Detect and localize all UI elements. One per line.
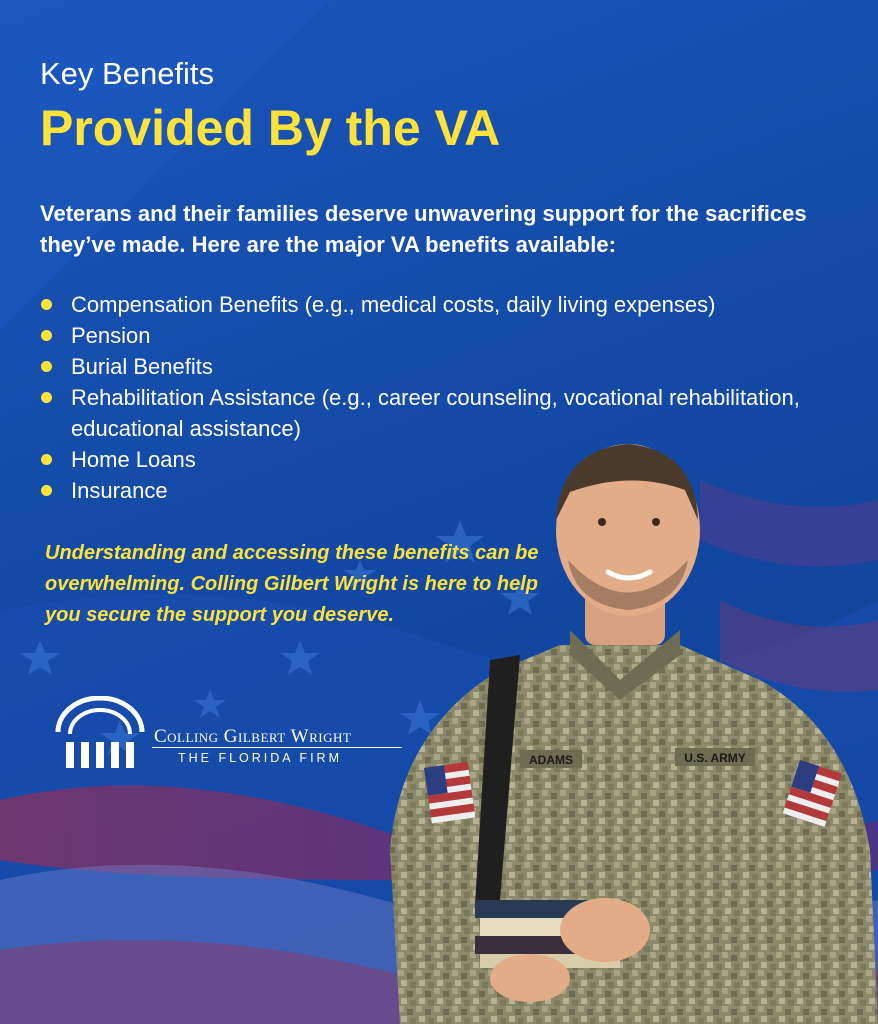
list-item [40, 289, 820, 320]
page-title: Provided By the VA [40, 100, 501, 156]
columns-arch-icon [52, 696, 148, 772]
us-flag-patch-icon [424, 762, 475, 824]
list-item [40, 351, 820, 382]
benefit-label: Rehabilitation Assistance (e.g., career counseling, vocational rehabilitation, educational assistance) [71, 385, 800, 441]
kicker-heading: Key Benefits [40, 56, 215, 91]
firm-logo [52, 696, 412, 776]
bullet-icon [41, 392, 52, 403]
logo-divider [152, 747, 402, 748]
benefit-label: Compensation Benefits (e.g., medical costs, daily living expenses) [71, 292, 716, 317]
branch-tape: U.S. ARMY [684, 751, 746, 765]
intro-paragraph: Veterans and their families deserve unwavering support for the sacrifices they’ve made. Here are the major VA benefits available: [40, 201, 807, 257]
bullet-icon [41, 485, 52, 496]
bullet-icon [41, 330, 52, 341]
bullet-icon [41, 454, 52, 465]
benefit-label: Burial Benefits [71, 354, 213, 379]
soldier-photo [380, 430, 878, 1024]
benefit-label: Pension [71, 323, 151, 348]
firm-name: Colling Gilbert Wright [154, 726, 352, 747]
benefit-label: Insurance [71, 478, 168, 503]
bullet-icon [41, 299, 52, 310]
closing-message: Understanding and accessing these benefits can be overwhelming. Colling Gilbert Wright is here to help you secure the support you deserve. [45, 542, 539, 626]
firm-tagline: THE FLORIDA FIRM [178, 751, 342, 765]
bullet-icon [41, 361, 52, 372]
list-item [40, 320, 820, 351]
benefit-label: Home Loans [71, 447, 196, 472]
name-tape: ADAMS [529, 753, 573, 767]
